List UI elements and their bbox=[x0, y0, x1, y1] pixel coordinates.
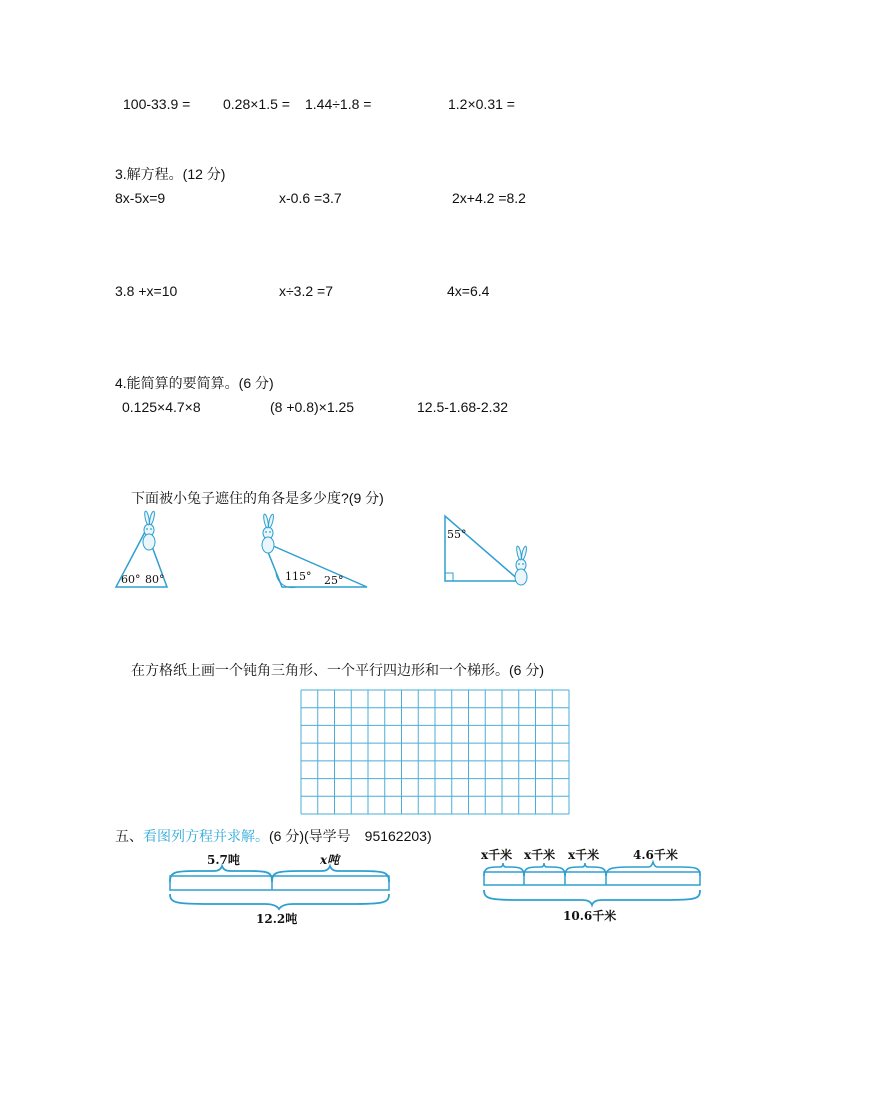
simplify-item-2: (8 +0.8)×1.25 bbox=[270, 399, 355, 415]
triangle1-angle-a: 60° bbox=[121, 573, 141, 586]
equation-1: 8x-5x=9 bbox=[115, 190, 166, 206]
section4-title: 4.能简算的要简算。(6 分) bbox=[115, 375, 274, 391]
diagram2-part-1: x千米 bbox=[481, 848, 513, 862]
equation-5: x÷3.2 =7 bbox=[279, 283, 333, 299]
diagram1-total: 12.2吨 bbox=[256, 912, 298, 926]
simplify-item-1: 0.125×4.7×8 bbox=[122, 399, 201, 415]
diagram2-total: 10.6千米 bbox=[563, 909, 617, 923]
equation-6: 4x=6.4 bbox=[447, 283, 490, 299]
section5-prefix: 五、 bbox=[115, 828, 143, 844]
triangle2-angle-b: 25° bbox=[324, 574, 344, 587]
equation-2: x-0.6 =3.7 bbox=[279, 190, 342, 206]
calc-item-2: 0.28×1.5 = bbox=[223, 96, 290, 112]
diagram-1 bbox=[170, 852, 389, 926]
equation-4: 3.8 +x=10 bbox=[115, 283, 178, 299]
section5-suffix: (6 分)(导学号 95162203) bbox=[269, 828, 432, 844]
diagram2-part-4: 4.6千米 bbox=[633, 848, 678, 862]
equation-3: 2x+4.2 =8.2 bbox=[452, 190, 526, 206]
calc-item-1: 100-33.9 = bbox=[123, 96, 191, 112]
section5-highlight: 看图列方程并求解。 bbox=[143, 828, 269, 844]
diagram1-part-b: x吨 bbox=[320, 853, 340, 867]
triangle3-angle-a: 55° bbox=[447, 528, 467, 541]
diagram2-part-2: x千米 bbox=[524, 848, 556, 862]
calc-item-4: 1.2×0.31 = bbox=[448, 96, 515, 112]
triangle1-angle-b: 80° bbox=[145, 573, 165, 586]
angles-title: 下面被小兔子遮住的角各是多少度?(9 分) bbox=[131, 490, 384, 506]
simplify-item-3: 12.5-1.68-2.32 bbox=[417, 399, 509, 415]
diagram1-part-a: 5.7吨 bbox=[207, 853, 240, 867]
diagram2-part-3: x千米 bbox=[568, 848, 600, 862]
triangle2-angle-a: 115° bbox=[285, 570, 312, 583]
grid-task-title: 在方格纸上画一个钝角三角形、一个平行四边形和一个梯形。(6 分) bbox=[131, 662, 544, 678]
calc-item-3: 1.44÷1.8 = bbox=[305, 96, 372, 112]
diagram-2 bbox=[481, 847, 700, 923]
section3-title: 3.解方程。(12 分) bbox=[115, 166, 226, 182]
